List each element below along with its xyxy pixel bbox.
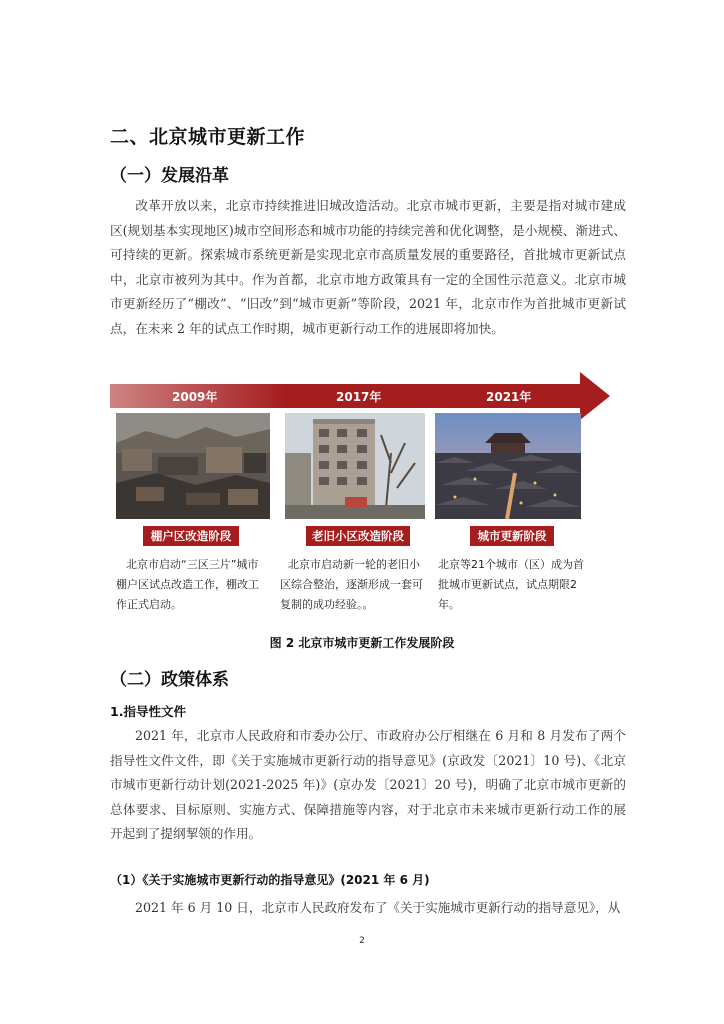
- figure-caption: 图 2 北京市城市更新工作发展阶段: [269, 636, 455, 650]
- timeline-year-2021: 2021年: [486, 390, 532, 404]
- development-timeline-figure: [110, 372, 610, 630]
- paragraph-guiding-documents: [110, 724, 626, 847]
- section-title: 二、北京城市更新工作: [110, 126, 306, 148]
- paragraph-guiding-documents-text: 2021 年，北京市人民政府和市委办公厅、市政府办公厅相继在 6 月和 8 月发布了两个指导性文件文件，即《关于实施城市更新行动的指导意见》(京政发〔2021〕10 号)、《北京市城市更新行动计划(2021-2025 年)》(京办发〔2021〕20 号)，明确了北京市城市更新的总体要求、目标原则、实施方式、保障措施等内容，对于北京市未来城市更新行动工作的展开起到了提纲挈领的作用。: [110, 728, 626, 841]
- stage-label-city-renewal: 城市更新阶段: [470, 526, 554, 546]
- stage-description-city-renewal: 北京等21个城市（区）成为首批城市更新试点，试点期限2年。: [438, 558, 584, 611]
- subsection-title-history: （一）发展沿革: [110, 166, 229, 186]
- subsection-title-policy: （二）政策体系: [110, 670, 229, 690]
- paragraph-history: [110, 194, 626, 341]
- subsection-title-guiding-documents: 1.指导性文件: [110, 704, 186, 719]
- subsection-title-guiding-opinion: （1）《关于实施城市更新行动的指导意见》(2021 年 6 月): [110, 873, 430, 887]
- shantytown-photo: [116, 413, 270, 519]
- city-renewal-photo: [435, 413, 581, 519]
- stage-label-shantytown: 棚户区改造阶段: [143, 526, 239, 546]
- old-residential-photo: [285, 413, 425, 519]
- timeline-year-2017: 2017年: [336, 390, 382, 404]
- stage-label-old-residential: 老旧小区改造阶段: [306, 526, 410, 546]
- timeline-year-2009: 2009年: [172, 390, 218, 404]
- paragraph-history-text: 改革开放以来，北京市持续推进旧城改造活动。北京市城市更新，主要是指对城市建成区(规划基本实现地区)城市空间形态和城市功能的持续完善和优化调整，是小规模、渐进式、可持续的更新。探索城市系统更新是实现北京市高质量发展的重要路径，首批城市更新试点中，北京市被列为其中。作为首都，北京市地方政策具有一定的全国性示范意义。北京市城市更新经历了“棚改”、“旧改”到“城市更新”等阶段，2021 年，北京市作为首批城市更新试点，在未来 2 年的试点工作时期，城市更新行动工作的进展即将加快。: [110, 198, 626, 336]
- page-number: 2: [359, 936, 365, 946]
- paragraph-guiding-opinion: [110, 896, 626, 921]
- paragraph-guiding-opinion-text: 2021 年 6 月 10 日，北京市人民政府发布了《关于实施城市更新行动的指导意见》，从: [135, 900, 621, 915]
- stage-description-shantytown: 北京市启动“三区三片”城市棚户区试点改造工作，棚改工作正式启动。: [116, 558, 259, 611]
- stage-description-old-residential: 北京市启动新一轮的老旧小区综合整治，逐渐形成一套可复制的成功经验。。: [280, 558, 423, 611]
